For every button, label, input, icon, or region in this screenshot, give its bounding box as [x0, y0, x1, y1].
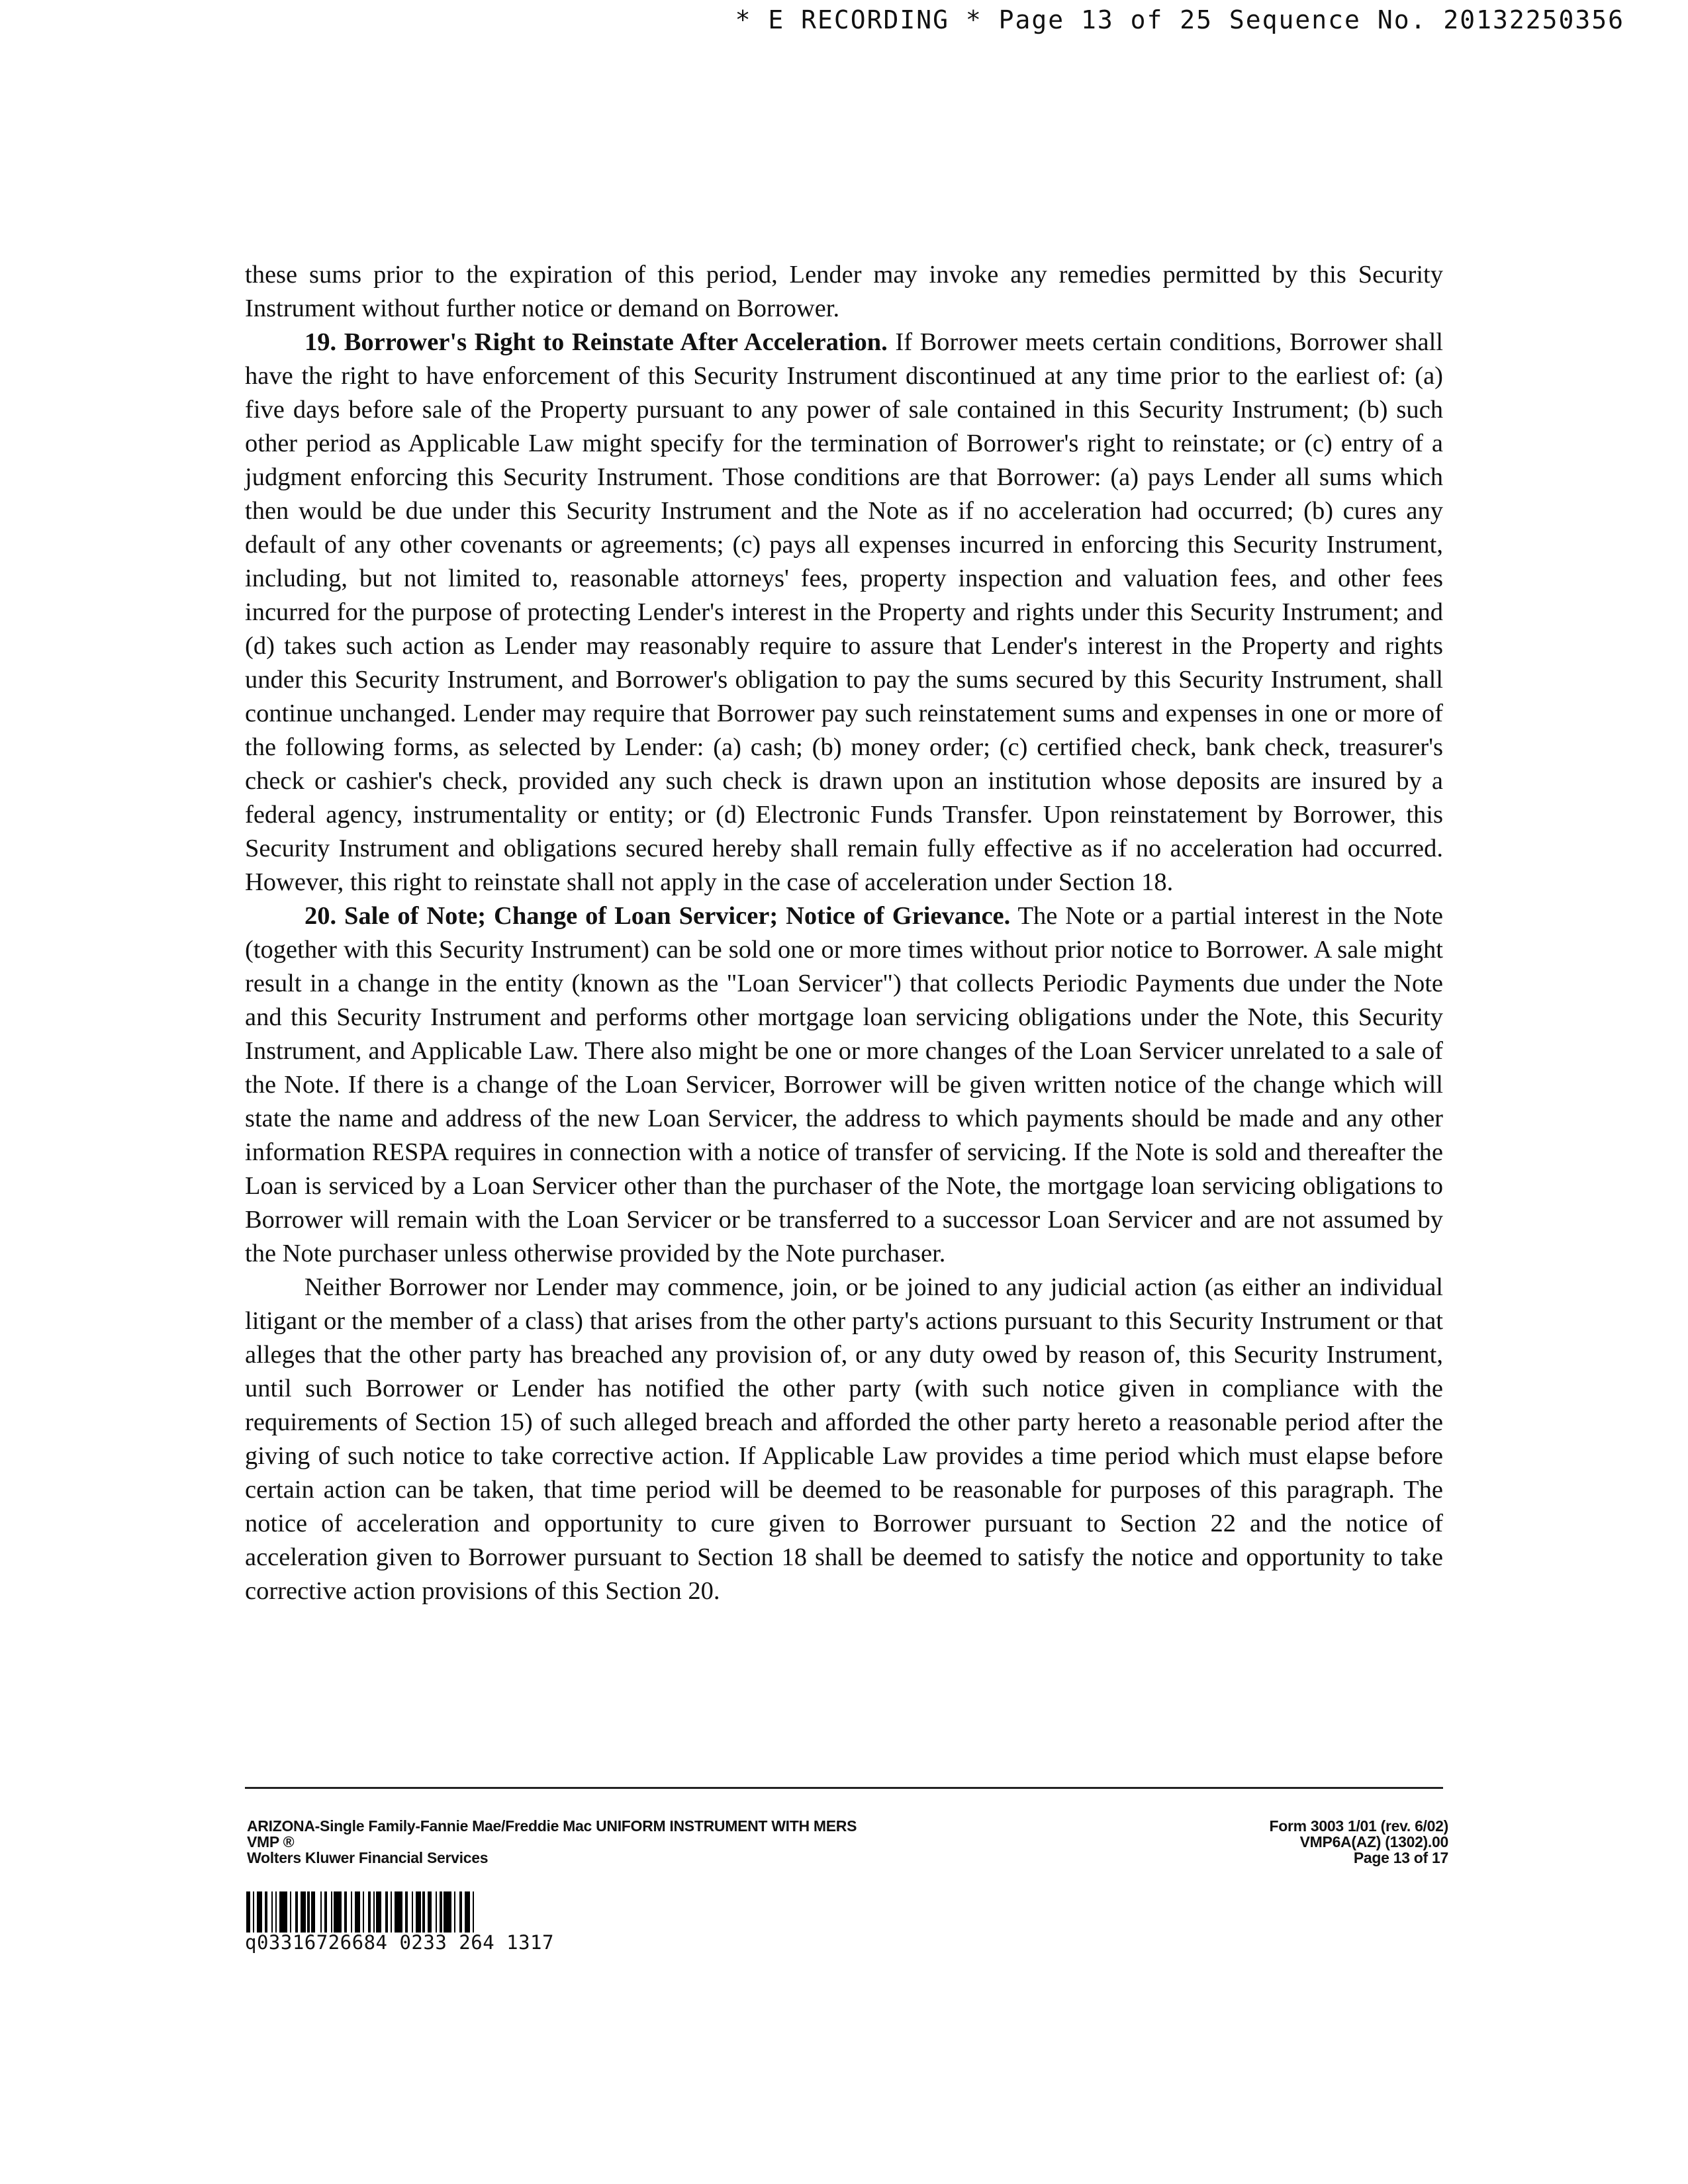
section-20-paragraph [245, 899, 1443, 1271]
recording-header: * E RECORDING * Page 13 of 25 Sequence No. 20132250356 [735, 5, 1624, 34]
footer-vmp-mark: VMP ® [247, 1833, 295, 1850]
footer-vmp-code: VMP6A(AZ) (1302).00 [1299, 1833, 1448, 1850]
footer-form-code: Form 3003 1/01 (rev. 6/02) [1269, 1817, 1448, 1835]
footer-publisher: Wolters Kluwer Financial Services [247, 1849, 489, 1866]
section-19-text: If Borrower meets certain conditions, Borrower shall have the right to have enforcement of this Security Instrument discontinued at any time prior to the earliest of: (a) five days before sale of the Property pursuant to any power of sale contained in this Security Instrument; (b) such other period as Applicable Law might specify for the termination of Borrower's right to reinstate; or (c) entry of a judgment enforcing this Security Instrument. Those conditions are that Borrower: (a) pays Lender all sums which then would be due under this Security Instrument and the Note as if no acceleration had occurred; (b) cures any default of any other covenants or agreements; (c) pays all expenses incurred in enforcing this Security Instrument, including, but not limited to, reasonable attorneys' fees, property inspection and valuation fees, and other fees incurred for the purpose of protecting Lender's interest in the Property and rights under this Security Instrument; and (d) takes such action as Lender may reasonably require to assure that Lender's interest in the Property and rights under this Security Instrument, and Borrower's obligation to pay the sums secured by this Security Instrument, shall continue unchanged. Lender may require that Borrower pay such reinstatement sums and expenses in one or more of the following forms, as selected by Lender: (a) cash; (b) money order; (c) certified check, bank check, treasurer's check or cashier's check, provided any such check is drawn upon an institution whose deposits are insured by a federal agency, instrumentality or entity; or (d) Electronic Funds Transfer. Upon reinstatement by Borrower, this Security Instrument and obligations secured hereby shall remain fully effective as if no acceleration had occurred. However, this right to reinstate shall not apply in the case of acceleration under Section 18. [245, 328, 1443, 896]
section-19-heading: 19. Borrower's Right to Reinstate After Acceleration. [305, 328, 888, 356]
continuation-paragraph: these sums prior to the expiration of this period, Lender may invoke any remedies permitted by this Security Instrument without further notice or demand on Borrower. [245, 261, 1443, 322]
footer-form-number [1270, 1818, 1449, 1866]
footer-form-title: ARIZONA-Single Family-Fannie Mae/Freddie Mac UNIFORM INSTRUMENT WITH MERS [247, 1817, 857, 1835]
section-20-heading: 20. Sale of Note; Change of Loan Servicer; Notice of Grievance. [305, 902, 1011, 930]
document-body [245, 258, 1443, 1608]
section-20-text: The Note or a partial interest in the Note (together with this Security Instrument) can be sold one or more times without prior notice to Borrower. A sale might result in a change in the entity (known as the "Loan Servicer") that collects Periodic Payments due under the Note and this Security Instrument and performs other mortgage loan servicing obligations under the Note, this Security Instrument, and Applicable Law. There also might be one or more changes of the Loan Servicer unrelated to a sale of the Note. If there is a change of the Loan Servicer, Borrower will be given written notice of the change which will state the name and address of the new Loan Servicer, the address to which payments should be made and any other information RESPA requires in connection with a notice of transfer of servicing. If the Note is sold and thereafter the Loan is serviced by a Loan Servicer other than the purchaser of the Note, the mortgage loan servicing obligations to Borrower will remain with the Loan Servicer or be transferred to a successor Loan Servicer and are not assumed by the Note purchaser unless otherwise provided by the Note purchaser. [245, 902, 1443, 1267]
footer-form-info [247, 1818, 857, 1866]
section-19-paragraph [245, 326, 1443, 899]
barcode-image [246, 1891, 716, 1933]
footer-page-number: Page 13 of 17 [1353, 1849, 1448, 1866]
barcode-number: q03316726684 0233 264 1317 [245, 1931, 554, 1954]
section-20-paragraph-2: Neither Borrower nor Lender may commence, join, or be joined to any judicial action (as either an individual litigant or the member of a class) that arises from the other party's actions pursuant to this Security Instrument or that alleges that the other party has breached any provision of, or any duty owed by reason of, this Security Instrument, until such Borrower or Lender has notified the other party (with such notice given in compliance with the requirements of Section 15) of such alleged breach and afforded the other party hereto a reasonable period after the giving of such notice to take corrective action. If Applicable Law provides a time period which must elapse before certain action can be taken, that time period will be deemed to be reasonable for purposes of this paragraph. The notice of acceleration and opportunity to cure given to Borrower pursuant to Section 22 and the notice of acceleration given to Borrower pursuant to Section 18 shall be deemed to satisfy the notice and opportunity to take corrective action provisions of this Section 20. [245, 1273, 1443, 1605]
footer-divider [245, 1787, 1443, 1789]
